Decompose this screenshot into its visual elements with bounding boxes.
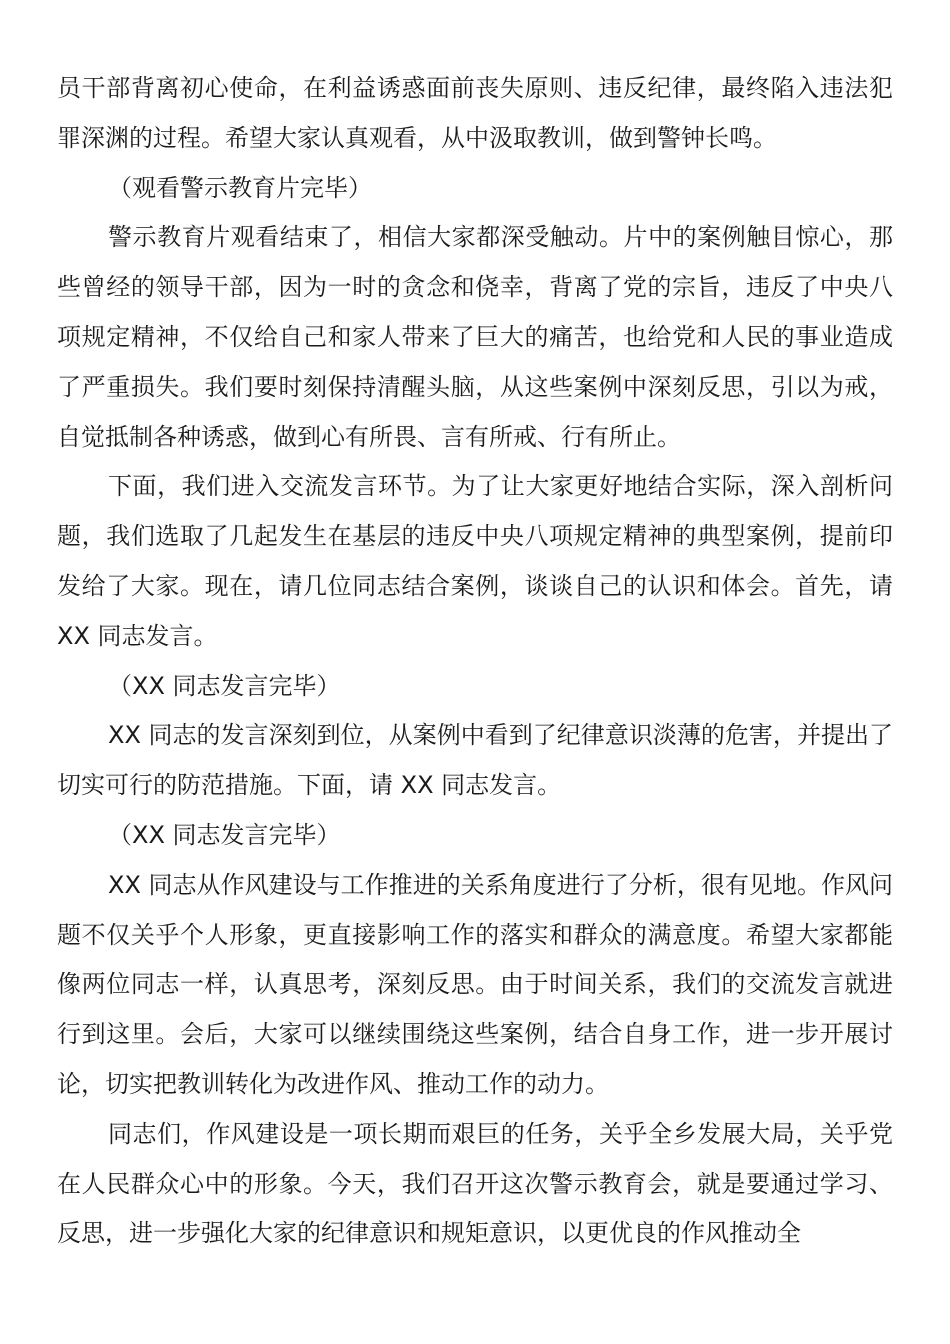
paragraph: XX 同志从作风建设与工作推进的关系角度进行了分析，很有见地。作风问题不仅关乎个人形象，更直接影响工作的落实和群众的满意度。希望大家都能像两位同志一样，认真思考，深刻反思。由于时间关系，我们的交流发言就进行到这里。会后，大家可以继续围绕这些案例，结合自身工作，进一步开展讨论，切实把教训转化为改进作风、推动工作的动力。 (57, 870, 893, 1098)
paragraph: 同志们，作风建设是一项长期而艰巨的任务，关乎全乡发展大局，关乎党在人民群众心中的形象。今天，我们召开这次警示教育会，就是要通过学习、反思，进一步强化大家的纪律意识和规矩意识，以更优良的作风推动全 (57, 1119, 893, 1248)
document-body (57, 64, 893, 1259)
paragraph: XX 同志的发言深刻到位，从案例中看到了纪律意识淡薄的危害，并提出了切实可行的防范措施。下面，请 XX 同志发言。 (57, 721, 893, 800)
paragraph-stage-note: （观看警示教育片完毕） (108, 173, 372, 202)
paragraph-stage-note: （XX 同志发言完毕） (108, 671, 341, 700)
paragraph-stage-note: （XX 同志发言完毕） (108, 820, 341, 849)
paragraph-continuation: 员干部背离初心使命，在利益诱惑面前丧失原则、违反纪律，最终陷入违法犯罪深渊的过程。希望大家认真观看，从中汲取教训，做到警钟长鸣。 (57, 74, 893, 152)
paragraph: 下面，我们进入交流发言环节。为了让大家更好地结合实际，深入剖析问题，我们选取了几起发生在基层的违反中央八项规定精神的典型案例，提前印发给了大家。现在，请几位同志结合案例，谈谈自己的认识和体会。首先，请 XX 同志发言。 (57, 472, 893, 650)
paragraph: 警示教育片观看结束了，相信大家都深受触动。片中的案例触目惊心，那些曾经的领导干部，因为一时的贪念和侥幸，背离了党的宗旨，违反了中央八项规定精神，不仅给自己和家人带来了巨大的痛苦，也给党和人民的事业造成了严重损失。我们要时刻保持清醒头脑，从这些案例中深刻反思，引以为戒，自觉抵制各种诱惑，做到心有所畏、言有所戒、行有所止。 (57, 223, 893, 451)
